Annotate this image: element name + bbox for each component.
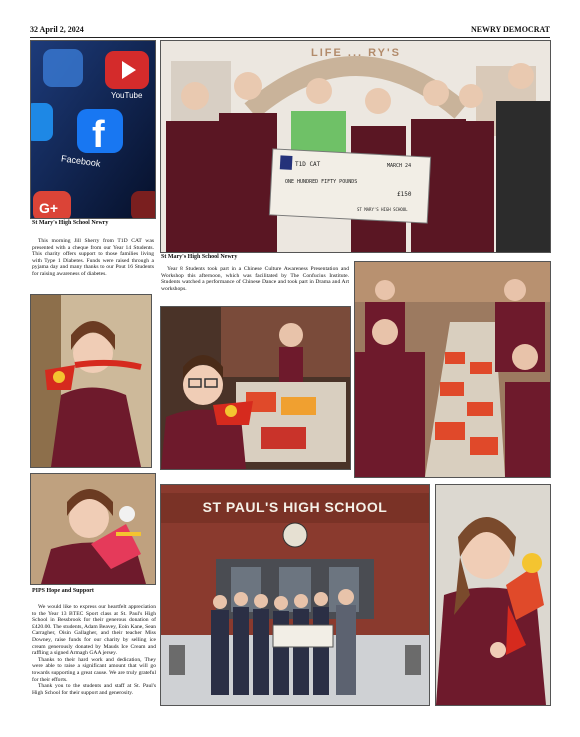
- paper-name: NEWRY DEMOCRAT: [470, 25, 550, 34]
- cheque-payee: T1D CAT: [295, 161, 321, 168]
- arch-text: LIFE ... RY'S: [311, 47, 401, 59]
- caption-st-marys-1: St Mary's High School Newry: [32, 220, 109, 226]
- photo-girl-holding-dragon: [435, 484, 551, 706]
- article-pips-para-3: Thank you to the students and staff at St. Paul's High School for their support and generosity.: [32, 683, 156, 696]
- photo-girl-with-glasses-dragon: [160, 306, 351, 470]
- article-t1d-cat-text: This morning Jill Sherry from T1D CAT was presented with a cheque from our Year 14 Students. This charity offers support to those families living with Type 1 Diabetes. Funds were raised through a pyjama day and many thanks to our Pout 16 Students for raising awareness of diabetes.: [32, 238, 154, 277]
- page-date: 32 April 2, 2024: [30, 25, 84, 34]
- photo-cheque-presentation: [160, 40, 551, 253]
- header-rule: [30, 37, 550, 38]
- article-chinese-culture-text: Year 8 Students took part in a Chinese Culture Awareness Presentation and Workshop this afternoon, which was facilitated by The Confucius Institute. Students watched a performance of Chinese Dance and took part in Drama and Art workshops.: [161, 266, 349, 292]
- facebook-label: Facebook: [60, 153, 102, 169]
- cheque-signature: ST MARY'S HIGH SCHOOL: [357, 207, 408, 212]
- school-building-sign: ST PAUL'S HIGH SCHOOL: [202, 499, 388, 515]
- photo-social-media-apps: [30, 40, 156, 219]
- cheque-amount: £150: [397, 191, 412, 198]
- article-t1d-cat: [32, 238, 154, 278]
- caption-pips-hope: PIPS Hope and Support: [32, 588, 94, 594]
- caption-st-marys-2: St Mary's High School Newry: [161, 254, 238, 260]
- article-pips-para-2: Thanks to their hard work and dedication, They were able to raise a significant amount that will go towards supporting a great cause. We are truly grateful for their efforts.: [32, 656, 156, 683]
- svg-text:G+: G+: [39, 200, 59, 216]
- youtube-label: YouTube: [111, 91, 143, 100]
- article-pips-para-1: We would like to express our heartfelt appreciation to the Year 13 BTEC Sport class at St. Paul's High School in Bessbrook for their generous donation of £420.00. The students, Adam Beavey, Eoin Kane, Sean Carragher, Oisin Gallagher, and their teacher Miss Downey, raise funds for our charity by selling ice cream generously donated by Mauds Ice Cream and raffling a signed Armagh GAA jersey.: [32, 604, 156, 657]
- page-header: [30, 25, 550, 37]
- article-pips-hope: [32, 604, 156, 696]
- cheque-date: MARCH 24: [387, 163, 412, 169]
- svg-text:f: f: [92, 114, 105, 156]
- photo-girl-with-dragon-puppet: [30, 294, 152, 468]
- article-chinese-culture: [161, 266, 349, 292]
- photo-girl-with-rooster-puppet: [30, 473, 156, 585]
- photo-classroom-workshop: [354, 261, 551, 478]
- cheque-amount-words: ONE HUNDRED FIFTY POUNDS: [285, 179, 358, 185]
- photo-st-pauls-high-school: [160, 484, 430, 706]
